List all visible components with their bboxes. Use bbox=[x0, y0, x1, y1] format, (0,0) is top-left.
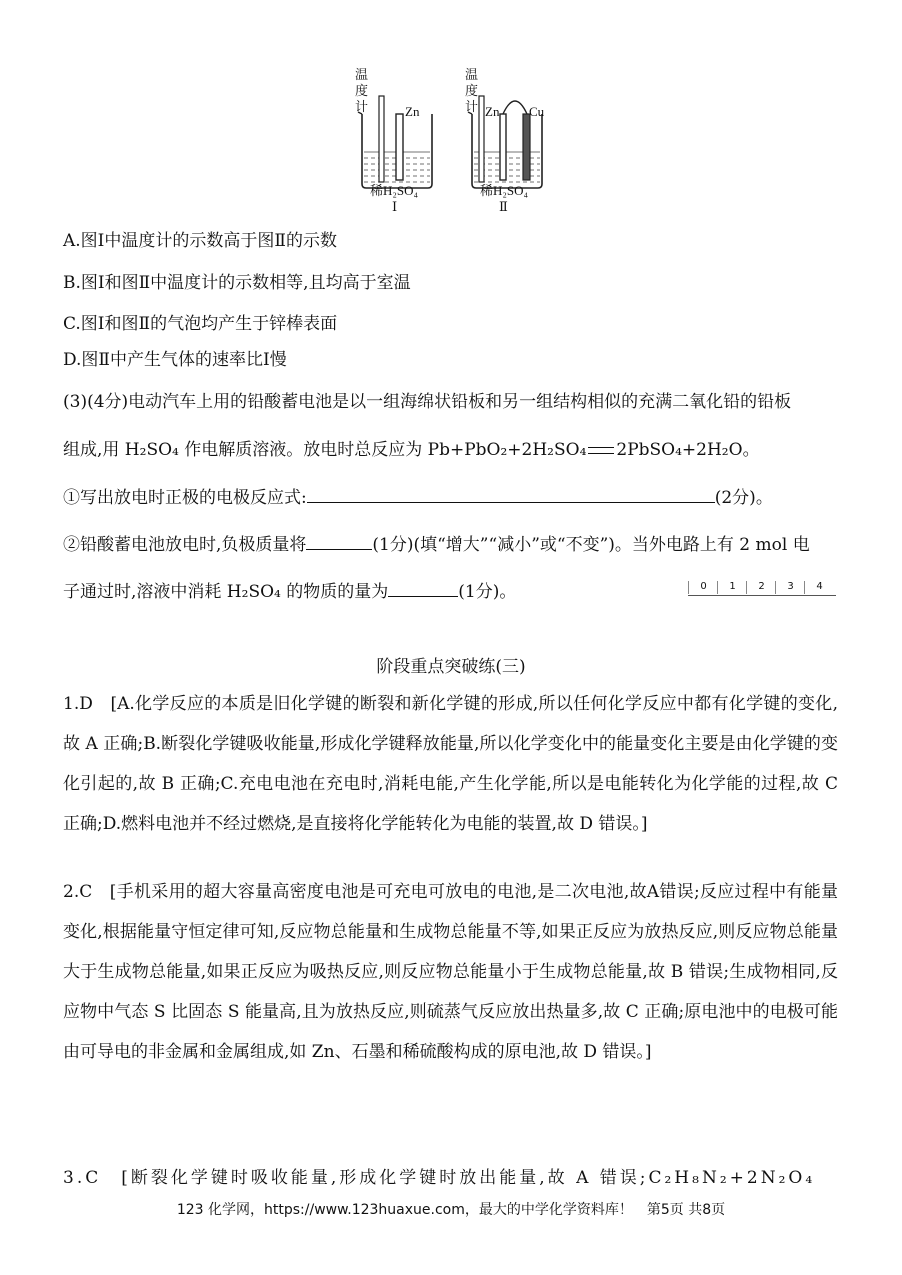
figure-label-1: Ⅰ bbox=[392, 200, 398, 215]
answer-blank-3[interactable] bbox=[388, 580, 458, 597]
thermometer-label-1: 温 度 计 bbox=[355, 68, 369, 115]
score-3[interactable]: 3 bbox=[775, 581, 805, 594]
electrochem-figure bbox=[350, 66, 560, 224]
thermometer-label-2: 温 度 计 bbox=[465, 68, 479, 115]
q3-sub2-pre: ②铅酸蓄电池放电时,负极质量将 bbox=[63, 535, 307, 555]
score-2[interactable]: 2 bbox=[746, 581, 776, 594]
q3-line2-post: 2PbSO₄+2H₂O。 bbox=[616, 440, 760, 460]
solution-label-2: 稀H₂SO₄ bbox=[480, 183, 529, 198]
figure-label-2: Ⅱ bbox=[499, 200, 508, 215]
q3-line2 bbox=[63, 439, 760, 461]
q3-sub1-pre: ①写出放电时正极的电极反应式: bbox=[63, 488, 307, 508]
score-0[interactable]: 0 bbox=[688, 581, 718, 594]
section-title: 阶段重点突破练(三) bbox=[376, 657, 526, 677]
solution-label-1: 稀H₂SO₄ bbox=[370, 183, 419, 198]
option-a: A.图Ⅰ中温度计的示数高于图Ⅱ的示数 bbox=[63, 231, 337, 251]
answer-blank-2[interactable] bbox=[306, 533, 372, 550]
electrode-label-cu-2: Cu bbox=[529, 104, 545, 119]
q3-sub3-pre: 子通过时,溶液中消耗 H₂SO₄ 的物质的量为 bbox=[63, 582, 389, 602]
score-4[interactable]: 4 bbox=[804, 581, 834, 594]
option-b: B.图Ⅰ和图Ⅱ中温度计的示数相等,且均高于室温 bbox=[63, 273, 411, 293]
answer-2: 2.C [手机采用的超大容量高密度电池是可充电可放电的电池,是二次电池,故A错误;反应过程中有能量变化,根据能量守恒定律可知,反应物总能量和生成物总能量不等,如果正反应为放热反应,则反应物总能量大于生成物总能量,如果正反应为吸热反应,则反应物总能量小于生成物总能量,故 B 错误;生成物相同,反应物中气态 S 比固态 S 能量高,且为放热反应,则硫蒸气反应放出热量多,故 C 正确;原电池中的电极可能由可导电的非金属和金属组成,如 Zn、石墨和稀硫酸构成的原电池,故 D 错误。] bbox=[63, 882, 838, 1062]
electrode-label-zn-1: Zn bbox=[405, 104, 420, 119]
equals-sign-icon bbox=[588, 447, 614, 454]
q3-line2-pre: 组成,用 H₂SO₄ 作电解质溶液。放电时总反应为 Pb+PbO₂+2H₂SO₄ bbox=[63, 440, 587, 460]
electrode-label-zn-2: Zn bbox=[485, 104, 500, 119]
score-box bbox=[688, 581, 836, 596]
option-d: D.图Ⅱ中产生气体的速率比Ⅰ慢 bbox=[63, 350, 287, 370]
q3-sub2 bbox=[63, 533, 810, 556]
answer-3: 3.C [断裂化学键时吸收能量,形成化学键时放出能量,故 A 错误;C₂H₈N₂+2N₂O₄ bbox=[63, 1168, 816, 1188]
q3-sub1 bbox=[63, 486, 773, 509]
q3-sub3 bbox=[63, 580, 516, 603]
q3-sub3-post: (1分)。 bbox=[458, 582, 517, 602]
page-footer: 123 化学网，https://www.123huaxue.com，最大的中学化学资料库！ 第5页 共8页 bbox=[176, 1202, 726, 1218]
q3-line1: (3)(4分)电动汽车上用的铅酸蓄电池是以一组海绵状铅板和另一组结构相似的充满二氧化铅的铅板 bbox=[63, 392, 792, 412]
q3-sub1-post: (2分)。 bbox=[714, 488, 773, 508]
q3-sub2-post: (1分)(填“增大”“减小”或“不变”)。当外电路上有 2 mol 电 bbox=[372, 535, 810, 555]
score-1[interactable]: 1 bbox=[717, 581, 747, 594]
answer-1: 1.D [A.化学反应的本质是旧化学键的断裂和新化学键的形成,所以任何化学反应中都有化学键的变化,故 A 正确;B.断裂化学键吸收能量,形成化学键释放能量,所以化学变化中的能量变化主要是由化学键的变化引起的,故 B 正确;C.充电电池在充电时,消耗电能,产生化学能,所以是电能转化为化学能的过程,故 C 正确;D.燃料电池并不经过燃烧,是直接将化学能转化为电能的装置,故 D 错误。] bbox=[63, 694, 838, 834]
beaker-1 bbox=[358, 96, 432, 188]
answer-blank-1[interactable] bbox=[307, 486, 715, 503]
option-c: C.图Ⅰ和图Ⅱ的气泡均产生于锌棒表面 bbox=[63, 314, 338, 334]
